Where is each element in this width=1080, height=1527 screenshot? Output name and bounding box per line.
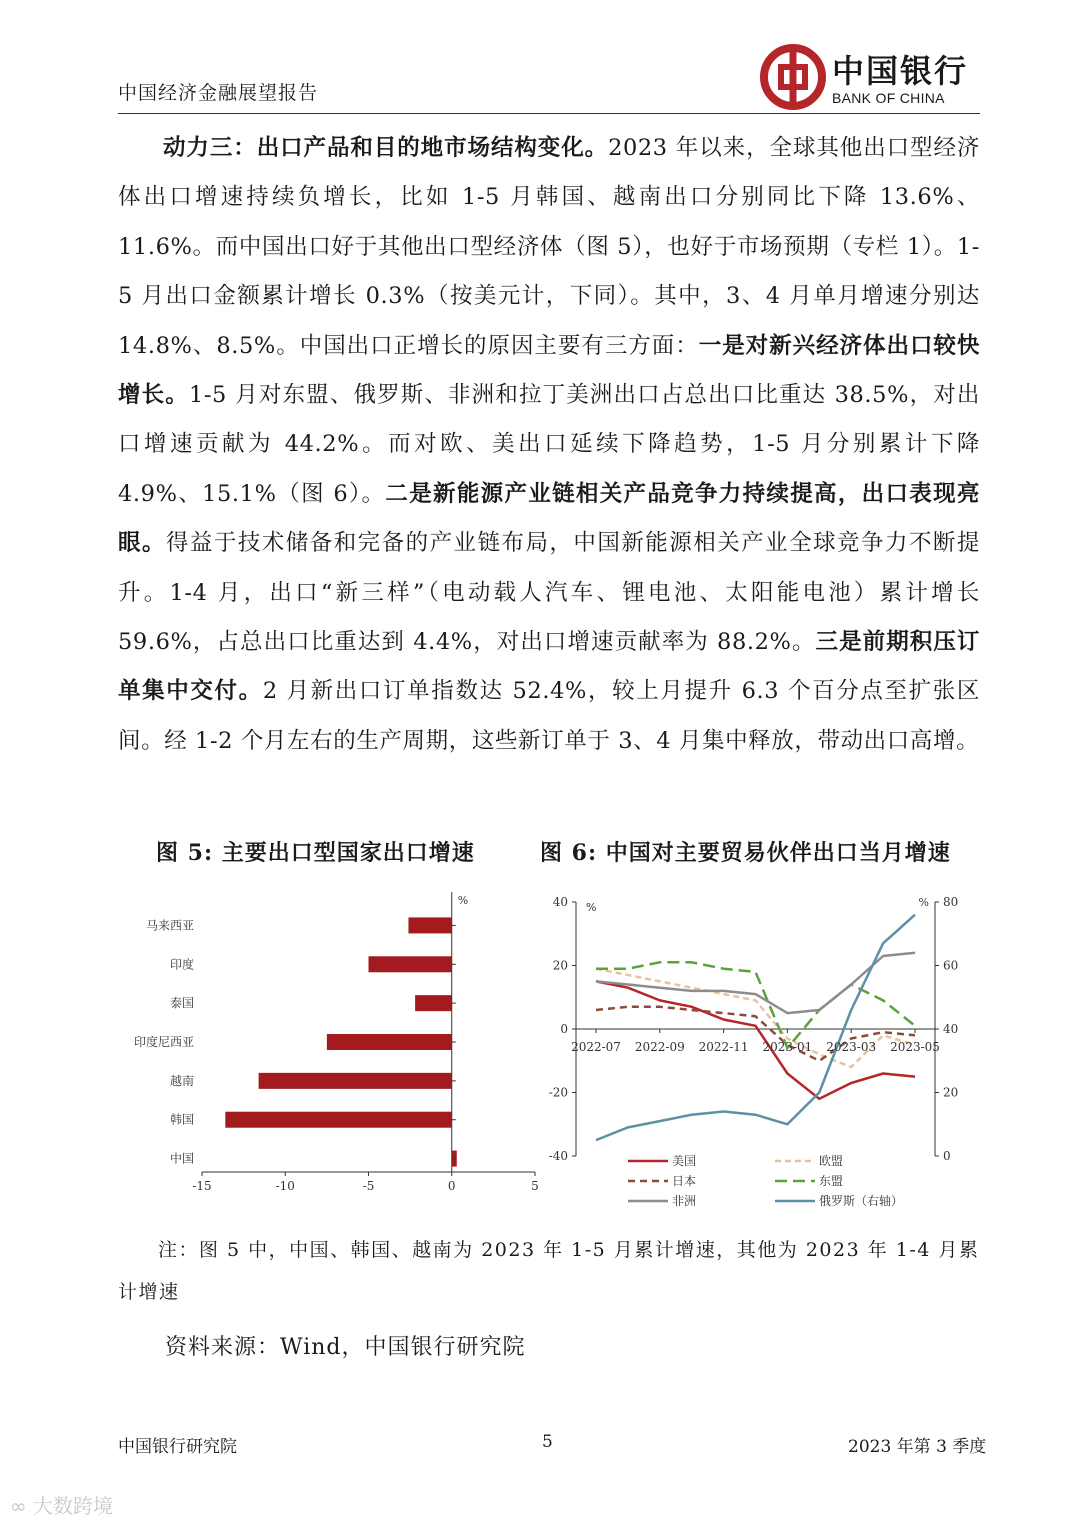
reason-two: 二是新能源产业链相关产品竞争力持续提高，出口表现亮眼。 (118, 480, 980, 557)
left-tick-label: 20 (552, 958, 568, 973)
bar (415, 995, 452, 1011)
right-tick-label: 80 (943, 895, 959, 909)
category-label: 越南 (169, 1073, 194, 1088)
figure-6-line-chart (540, 888, 970, 1218)
data-source: 资料来源：Wind，中国银行研究院 (165, 1335, 526, 1360)
paragraph-text-3: 得益于技术储备和完备的产业链布局，中国新能源相关产业全球竞争力不断提升。1-4 月，出口“新三样”（电动载人汽车、锂电池、太阳能电池）累计增长 59.6%，占总出口比重达到 4.4%，对出口增速贡献率为 88.2%。 (118, 530, 980, 656)
reason-one: 一是对新兴经济体出口较快增长。 (118, 332, 980, 409)
legend-label: 东盟 (819, 1174, 844, 1188)
x-tick-label: 2022-11 (698, 1040, 749, 1054)
header-divider (118, 113, 980, 114)
left-unit-label: % (586, 901, 597, 914)
right-tick-label: 20 (943, 1085, 959, 1100)
reason-three: 三是前期积压订单集中交付。 (118, 629, 980, 705)
figure-note: 注：图 5 中，中国、韩国、越南为 2023 年 1-5 月累计增速，其他为 2023 年 1-4 月累计增速 (118, 1239, 980, 1303)
paragraph-text: 2023 年以来，全球其他出口型经济体出口增速持续负增长，比如 1-5 月韩国、越南出口分别同比下降 13.6%、11.6%。而中国出口好于其他出口型经济体（图 5），也好于市场预期（专栏 1）。1-5 月出口金额累计增长 0.3%（按美元计，下同）。其中，3、4 月单月增速分别达 14.8%、8.5%。中国出口正增长的原因主要有三方面： (118, 135, 980, 359)
right-tick-label: 0 (943, 1149, 951, 1163)
category-label: 中国 (169, 1151, 194, 1166)
logo-english-text: BANK OF CHINA (832, 90, 945, 106)
x-tick-label: -15 (192, 1179, 212, 1193)
logo-chinese-text: 中国银行 (832, 52, 969, 90)
category-label: 马来西亚 (145, 918, 194, 933)
figure-5-title: 图 5: 主要出口型国家出口增速 (156, 840, 475, 866)
series-line (596, 953, 915, 1013)
unit-label: % (457, 894, 469, 907)
right-tick-label: 60 (943, 958, 959, 973)
figure-5-bar-chart (110, 888, 540, 1213)
bar (259, 1073, 452, 1089)
x-tick-label: 2023-01 (762, 1040, 813, 1054)
legend-label: 日本 (672, 1174, 697, 1188)
x-tick-label: 2023-03 (826, 1040, 877, 1054)
bar (369, 956, 452, 972)
bar (408, 917, 451, 933)
bar (327, 1034, 452, 1050)
legend-label: 美国 (672, 1154, 697, 1168)
paragraph-heading: 动力三：出口产品和目的地市场结构变化。 (163, 135, 609, 161)
left-tick-label: 40 (552, 895, 568, 909)
x-tick-label: 0 (447, 1179, 456, 1193)
legend-label: 俄罗斯（右轴） (819, 1194, 904, 1208)
right-tick-label: 40 (943, 1022, 959, 1036)
boc-emblem-icon (760, 44, 826, 110)
x-tick-label: 2023-05 (890, 1040, 940, 1054)
footer-quarter: 2023 年第 3 季度 (848, 1437, 987, 1457)
watermark-text: 大数跨境 (33, 1494, 114, 1518)
left-tick-label: -20 (548, 1085, 568, 1100)
x-tick-label: 2022-09 (634, 1040, 685, 1054)
page-number: 5 (542, 1432, 553, 1452)
bank-of-china-logo (760, 44, 980, 110)
report-title: 中国经济金融展望报告 (118, 82, 319, 104)
category-label: 印度尼西亚 (133, 1035, 194, 1049)
x-tick-label: -5 (362, 1179, 375, 1193)
category-label: 印度 (169, 957, 194, 972)
paragraph-text-4: 2 月新出口订单指数达 52.4%，较上月提升 6.3 个百分点至扩张区间。经 1-2 个月左右的生产周期，这些新订单于 3、4 月集中释放，带动出口高增。 (118, 678, 980, 754)
legend-label: 非洲 (672, 1194, 697, 1208)
left-tick-label: -40 (548, 1149, 568, 1163)
right-unit-label: % (918, 896, 929, 909)
x-tick-label: 2022-07 (571, 1040, 621, 1054)
left-tick-label: 0 (560, 1022, 568, 1036)
x-tick-label: 5 (531, 1179, 539, 1193)
legend-label: 欧盟 (819, 1154, 844, 1168)
paragraph-text-2: 1-5 月对东盟、俄罗斯、非洲和拉丁美洲出口占总出口比重达 38.5%，对出口增速贡献为 44.2%。而对欧、美出口延续下降趋势，1-5 月分别累计下降 4.9%、15.1%（图 6）。 (118, 382, 980, 507)
watermark: ∞ 大数跨境 (10, 1494, 114, 1518)
category-label: 韩国 (169, 1112, 194, 1127)
footer-institution: 中国银行研究院 (118, 1437, 237, 1457)
category-label: 泰国 (169, 996, 194, 1011)
bar (225, 1112, 451, 1128)
body-paragraph (118, 124, 980, 766)
x-tick-label: -10 (275, 1179, 295, 1193)
figure-6-title: 图 6: 中国对主要贸易伙伴出口当月增速 (540, 840, 951, 866)
